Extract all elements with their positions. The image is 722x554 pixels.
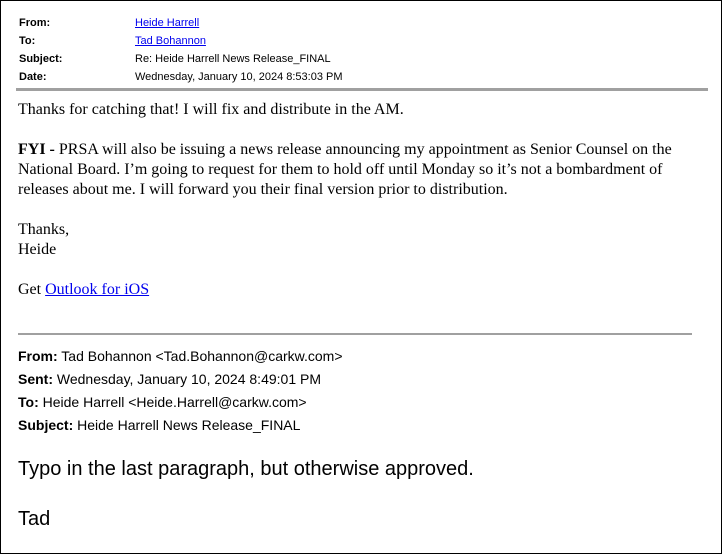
fwd-from-row: [18, 345, 343, 368]
fwd-to-label: To:: [18, 394, 39, 410]
header-divider: [16, 88, 708, 91]
get-prefix: Get: [18, 281, 46, 298]
fwd-from-label: From:: [18, 348, 58, 364]
forwarded-header: [18, 345, 343, 437]
fwd-from-value: Tad Bohannon <Tad.Bohannon@carkw.com>: [57, 348, 343, 364]
to-label: To:: [19, 35, 36, 47]
fwd-to-row: [18, 391, 343, 414]
to-recipient-link[interactable]: Tad Bohannon: [135, 35, 206, 47]
reply-paragraph-2-text: PRSA will also be issuing a news release announcing my appointment as Senior Counsel on the National Board. I’m going to request for them to hold off until Monday so it’s not a bombardment of releases about me. I will forward you their final version prior to distribution.: [18, 141, 672, 198]
from-sender-link[interactable]: Heide Harrell: [135, 17, 200, 29]
outlook-ios-link[interactable]: Outlook for iOS: [45, 281, 150, 298]
email-header: [19, 14, 343, 86]
fwd-sent-label: Sent:: [18, 371, 53, 387]
header-to-row: [19, 32, 343, 50]
fwd-body-text: Typo in the last paragraph, but otherwise approved.: [18, 458, 474, 480]
reply-paragraph-1: Thanks for catching that! I will fix and distribute in the AM.: [18, 101, 404, 118]
fwd-subject-label: Subject:: [18, 417, 74, 433]
fwd-to-value: Heide Harrell <Heide.Harrell@carkw.com>: [38, 394, 307, 410]
reply-paragraph-2: [18, 140, 698, 200]
reply-body: [18, 100, 698, 320]
reply-signoff: [18, 220, 698, 260]
forwarded-body: [18, 457, 474, 531]
fwd-sent-value: Wednesday, January 10, 2024 8:49:01 PM: [53, 371, 321, 387]
fwd-signature: Tad: [18, 508, 51, 530]
header-date-row: [19, 68, 343, 86]
date-label: Date:: [19, 71, 47, 83]
subject-value: Re: Heide Harrell News Release_FINAL: [135, 53, 331, 65]
fyi-label: FYI -: [18, 141, 55, 158]
forward-divider: [18, 333, 692, 335]
from-label: From:: [19, 17, 51, 29]
subject-label: Subject:: [19, 53, 63, 65]
fwd-subject-row: [18, 414, 343, 437]
signature-name: Heide: [18, 241, 57, 258]
header-subject-row: [19, 50, 343, 68]
outlook-footer: [18, 280, 698, 300]
date-value: Wednesday, January 10, 2024 8:53:03 PM: [135, 71, 343, 83]
fwd-sent-row: [18, 368, 343, 391]
header-from-row: [19, 14, 343, 32]
signoff-text: Thanks,: [18, 221, 70, 238]
fwd-subject-value: Heide Harrell News Release_FINAL: [73, 417, 301, 433]
